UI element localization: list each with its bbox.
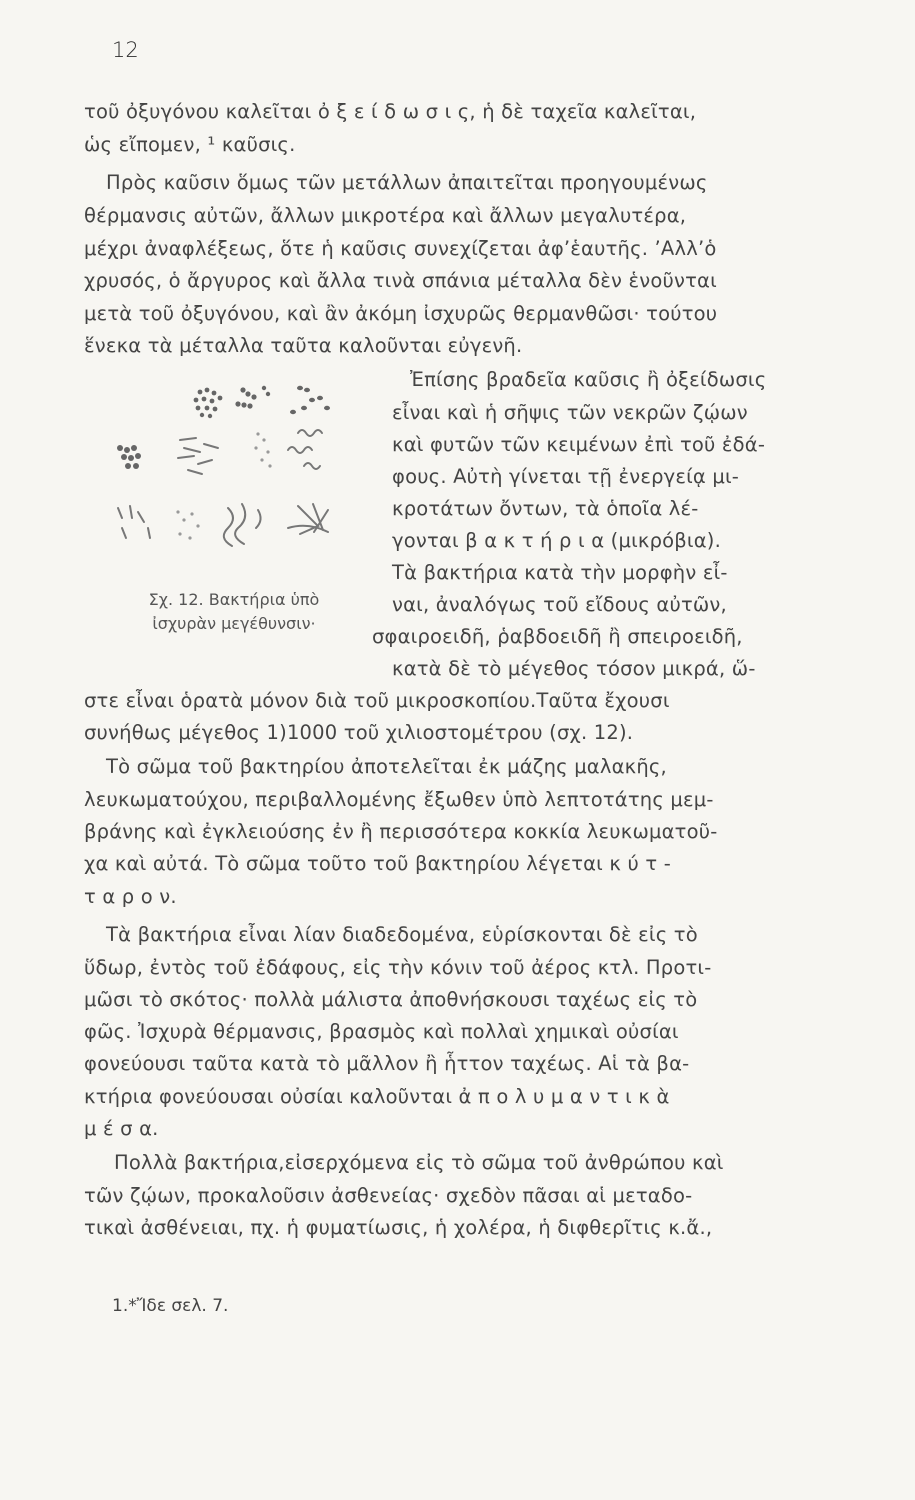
text-line: χα καὶ αὐτά. Τὸ σῶμα τοῦτο τοῦ βακτηρίου λέγεται κ ύ τ - [84,852,671,875]
text-line: Ἐπίσης βραδεῖα καῦσις ἢ ὀξείδωσις [410,368,767,391]
text-line: μ έ σ α. [84,1117,159,1140]
text-line: μέχρι ἀναφλέξεως, ὅτε ἡ καῦσις συνεχίζεται ἀφ’ἑαυτῆς. ’Αλλ’ὁ [84,237,717,260]
text-line: τοῦ ὀξυγόνου καλεῖται ὀ ξ ε ί δ ω σ ι ς, ἡ δὲ ταχεῖα καλεῖται, [84,100,697,123]
text-line: στε εἶναι ὁρατὰ μόνον διὰ τοῦ μικροσκοπίου.Ταῦτα ἔχουσι [84,689,670,712]
text-line: γονται β α κ τ ή ρ ι α (μικρόβια). [392,529,721,552]
text-line: Τὸ σῶμα τοῦ βακτηρίου ἀποτελεῖται ἐκ μάζης μαλακῆς, [106,755,667,778]
bacteria-figure [108,378,354,558]
text-line: τ α ρ ο ν. [84,885,177,908]
text-line: μετὰ τοῦ ὀξυγόνου, καὶ ἂν ἀκόμη ἰσχυρῶς θερμανθῶσι· τούτου [84,302,718,325]
text-line: Τὰ βακτήρια εἶναι λίαν διαδεδομένα, εὑρίσκονται δὲ εἰς τὸ [106,923,698,946]
text-line: ὡς εἴπομεν, ¹ καῦσις. [84,133,296,156]
text-line: Τὰ βακτήρια κατὰ τὴν μορφὴν εἶ- [392,561,728,584]
text-line: τικαὶ ἀσθένειαι, πχ. ἡ φυματίωσις, ἡ χολέρα, ἡ διφθερῖτις κ.ἄ., [84,1216,713,1239]
text-line: φους. Αὐτὴ γίνεται τῇ ἐνεργείᾳ μι- [392,465,740,488]
text-line: λευκωματούχου, περιβαλλομένης ἔξωθεν ὑπὸ λεπτοτάτης μεμ- [84,788,714,811]
text-line: βράνης καὶ ἐγκλειούσης ἐν ἢ περισσότερα κοκκία λευκωματοῦ- [84,820,718,843]
text-line: ναι, ἀναλόγως τοῦ εἴδους αὐτῶν, [392,593,727,616]
text-line: ὕδωρ, ἐντὸς τοῦ ἐδάφους, εἰς τὴν κόνιν τοῦ ἀέρος κτλ. Προτι- [84,956,712,979]
text-line: φῶς. Ἰσχυρὰ θέρμανσις, βρασμὸς καὶ πολλαὶ χημικαὶ οὐσίαι [84,1020,679,1043]
figure-caption-line2: ἰσχυρὰν μεγέθυνσιν· [152,614,316,633]
text-line: μῶσι τὸ σκότος· πολλὰ μάλιστα ἀποθνήσκουσι ταχέως εἰς τὸ [84,988,698,1011]
text-line: καὶ φυτῶν τῶν κειμένων ἐπὶ τοῦ ἐδά- [392,433,766,456]
text-line: χρυσός, ὁ ἄργυρος καὶ ἄλλα τινὰ σπάνια μέταλλα δὲν ἑνοῦνται [84,269,717,292]
text-line: Πρὸς καῦσιν ὅμως τῶν μετάλλων ἀπαιτεῖται προηγουμένως [106,171,708,194]
bacteria-illustration [108,378,354,558]
text-line: φονεύουσι ταῦτα κατὰ τὸ μᾶλλον ἢ ἧττον ταχέως. Αἱ τὰ βα- [84,1052,690,1075]
text-line: τῶν ζῴων, προκαλοῦσιν ἀσθενείας· σχεδὸν πᾶσαι αἱ μεταδο- [84,1184,693,1207]
text-line: κτήρια φονεύουσαι οὐσίαι καλοῦνται ἀ π ο λ υ μ α ν τ ι κ ὰ [84,1085,670,1108]
text-line: κροτάτων ὄντων, τὰ ὁποῖα λέ- [392,497,699,520]
text-line: θέρμανσις αὐτῶν, ἄλλων μικροτέρα καὶ ἄλλων μεγαλυτέρα, [84,204,687,227]
text-line: εἶναι καὶ ἡ σῆψις τῶν νεκρῶν ζῴων [392,401,748,424]
text-line: ἕνεκα τὰ μέταλλα ταῦτα καλοῦνται εὐγενῆ. [84,334,523,357]
text-line: σφαιροειδῆ, ῥαβδοειδῆ ἢ σπειροειδῆ, [372,625,743,648]
text-line: Πολλὰ βακτήρια,εἰσερχόμενα εἰς τὸ σῶμα τοῦ ἀνθρώπου καὶ [114,1151,724,1174]
figure-caption-line1: Σχ. 12. Βακτήρια ὑπὸ [148,590,320,609]
text-line: συνήθως μέγεθος 1)1000 τοῦ χιλιοστομέτρου (σχ. 12). [84,721,634,744]
footnote: 1.*Ἴδε σελ. 7. [112,1296,229,1316]
page-number: 12 [112,38,139,62]
text-line: κατὰ δὲ τὸ μέγεθος τόσον μικρά, ὥ- [392,657,756,680]
